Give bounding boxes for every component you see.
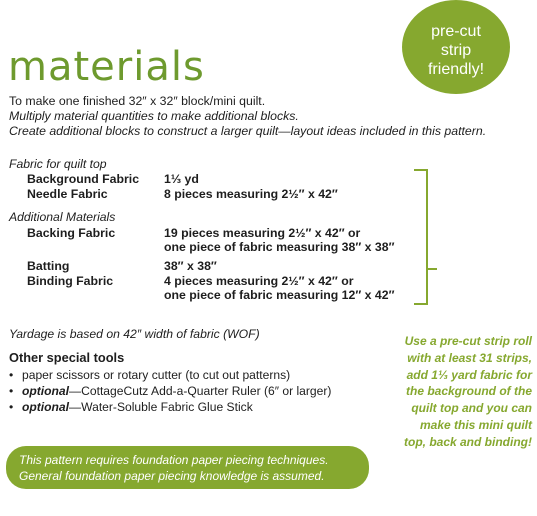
badge-line: strip — [440, 41, 472, 59]
binding-fabric-value-1: 4 pieces measuring 2½″ x 42″ or — [164, 274, 354, 288]
backing-fabric-value-1: 19 pieces measuring 2½″ x 42″ or — [164, 226, 361, 240]
background-fabric-label: Background Fabric — [27, 172, 140, 186]
yardage-note: Yardage is based on 42″ width of fabric (WOF) — [9, 327, 260, 341]
side-note-line: Use a pre-cut strip roll — [404, 334, 532, 348]
tool-text: paper scissors or rotary cutter (to cut out patterns) — [22, 368, 291, 382]
side-note-line: the background of the — [406, 384, 532, 399]
background-fabric-value: 1⅓ yd — [164, 172, 199, 186]
tool-item — [9, 368, 290, 382]
batting-value: 38″ x 38″ — [164, 259, 217, 273]
bullet-icon: • — [9, 368, 14, 382]
side-note-line: add 1⅓ yard fabric for — [406, 367, 532, 382]
badge-line: pre-cut — [431, 22, 481, 40]
quilt-top-heading: Fabric for quilt top — [9, 157, 107, 171]
banner-line-1: This pattern requires foundation paper piecing techniques. — [19, 453, 329, 467]
page-title: materials — [8, 44, 205, 90]
intro-line-2: Multiply material quantities to make additional blocks. — [9, 109, 299, 123]
intro-line-3: Create additional blocks to construct a larger quilt—layout ideas included in this pattern. — [9, 124, 487, 138]
side-note-line: quilt top and you can — [411, 401, 532, 416]
pre-cut-badge — [402, 0, 510, 94]
foundation-piecing-banner — [6, 446, 369, 489]
bracket-pointer — [427, 268, 437, 270]
bullet-icon: • — [9, 400, 14, 414]
materials-bracket — [414, 169, 428, 305]
tool-item — [9, 384, 331, 398]
optional-label: optional — [22, 400, 70, 414]
tool-item — [9, 400, 253, 414]
bullet-icon: • — [9, 384, 14, 398]
badge-line: friendly! — [427, 60, 485, 78]
binding-fabric-value-2: one piece of fabric measuring 12″ x 42″ — [164, 288, 395, 302]
needle-fabric-label: Needle Fabric — [27, 187, 108, 201]
pre-cut-strip-note — [382, 333, 532, 451]
tool-text: —Water-Soluble Fabric Glue Stick — [69, 400, 253, 414]
batting-label: Batting — [27, 259, 70, 273]
tool-text: —CottageCutz Add-a-Quarter Ruler (6″ or larger) — [69, 384, 332, 398]
tools-heading: Other special tools — [9, 350, 125, 365]
additional-materials-heading: Additional Materials — [9, 210, 116, 224]
backing-fabric-label: Backing Fabric — [27, 226, 116, 240]
intro-line-1: To make one finished 32″ x 32″ block/mini quilt. — [9, 94, 266, 108]
side-note-line: make this mini quilt — [419, 417, 532, 432]
side-note-line: with at least 31 strips, — [407, 350, 532, 365]
banner-line-2: General foundation paper piecing knowledge is assumed. — [19, 469, 325, 483]
side-note-line: top, back and binding! — [404, 434, 532, 449]
optional-label: optional — [22, 384, 70, 398]
backing-fabric-value-2: one piece of fabric measuring 38″ x 38″ — [164, 240, 395, 254]
needle-fabric-value: 8 pieces measuring 2½″ x 42″ — [164, 187, 338, 201]
binding-fabric-label: Binding Fabric — [27, 274, 114, 288]
